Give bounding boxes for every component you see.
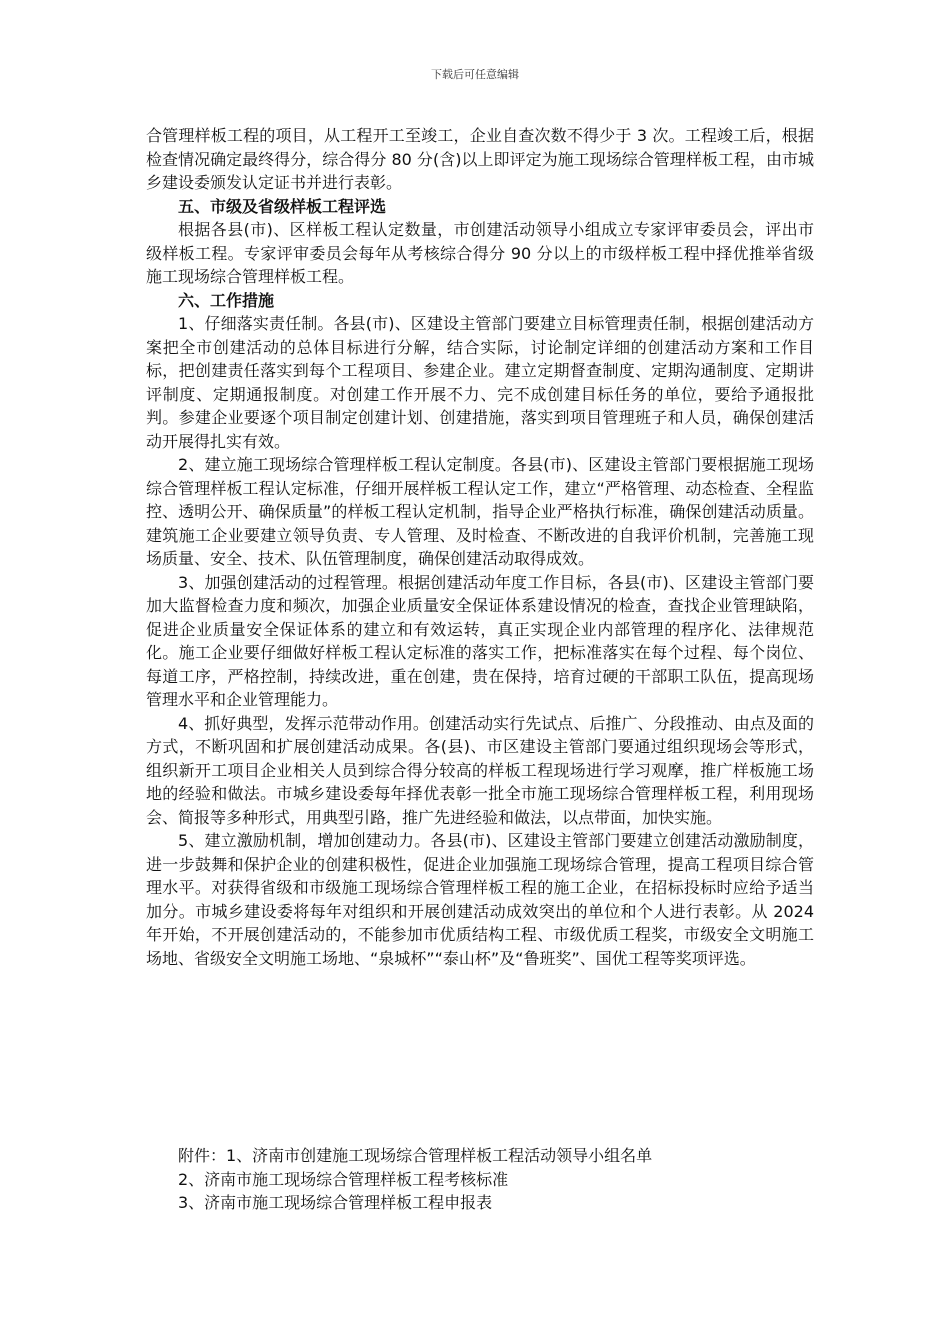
paragraph-measure-2: 2、建立施工现场综合管理样板工程认定制度。各县(市)、区建设主管部门要根据施工现场综合管理样板工程认定标准，仔细开展样板工程认定工作，建立“严格管理、动态检查、全程监控、透明公开、确保质量”的样板工程认定机制，指导企业严格执行标准，确保创建活动质量。建筑施工企业要建立领导负责、专人管理、及时检查、不断改进的自我评价机制，完善施工现场质量、安全、技术、队伍管理制度，确保创建活动取得成效。 [146, 455, 814, 568]
attachments-list [146, 1144, 814, 1215]
document-body [146, 124, 814, 970]
section-heading-6: 六、工作措施 [178, 290, 275, 310]
paragraph-measure-4: 4、抓好典型，发挥示范带动作用。创建活动实行先试点、后推广、分段推动、由点及面的方式，不断巩固和扩展创建活动成果。各(县)、市区建设主管部门要通过组织现场会等形式，组织新开工项目企业相关人员到综合得分较高的样板工程现场进行学习观摩，推广样板施工场地的经验和做法。市城乡建设委每年择优表彰一批全市施工现场综合管理样板工程，利用现场会、简报等多种形式，用典型引路，推广先进经验和做法，以点带面，加快实施。 [146, 713, 814, 827]
attachment-item-1: 附件：1、济南市创建施工现场综合管理样板工程活动领导小组名单 [178, 1146, 653, 1165]
attachment-item-3: 3、济南市施工现场综合管理样板工程申报表 [178, 1193, 493, 1212]
paragraph-measure-5: 5、建立激励机制，增加创建动力。各县(市)、区建设主管部门要建立创建活动激励制度，进一步鼓舞和保护企业的创建积极性，促进企业加强施工现场综合管理，提高工程项目综合管理水平。对获得省级和市级施工现场综合管理样板工程的施工企业，在招标投标时应给予适当加分。市城乡建设委将每年对组织和开展创建活动成效突出的单位和个人进行表彰。从 2024 年开始，不开展创建活动的，不能参加市优质结构工程、市级优质工程奖，市级安全文明施工场地、省级安全文明施工场地、“泉城杯”“泰山杯”及“鲁班奖”、国优工程等奖项评选。 [146, 831, 814, 968]
paragraph-continued: 合管理样板工程的项目，从工程开工至竣工，企业自查次数不得少于 3 次。工程竣工后，根据检查情况确定最终得分，综合得分 80 分(含)以上即评定为施工现场综合管理样板工程，由市城乡建设委颁发认定证书并进行表彰。 [146, 126, 814, 192]
paragraph-measure-3: 3、加强创建活动的过程管理。根据创建活动年度工作目标，各县(市)、区建设主管部门要加大监督检查力度和频次，加强企业质量安全保证体系建设情况的检查，查找企业管理缺陷，促进企业质量安全保证体系的建立和有效运转，真正实现企业内部管理的程序化、法律规范化。施工企业要仔细做好样板工程认定标准的落实工作，把标准落实在每个过程、每个岗位、每道工序，严格控制，持续改进，重在创建，贵在保持，培育过硬的干部职工队伍，提高现场管理水平和企业管理能力。 [146, 572, 814, 709]
page-header: 下载后可任意编辑 [431, 68, 519, 81]
attachment-item-2: 2、济南市施工现场综合管理样板工程考核标准 [178, 1169, 509, 1189]
paragraph-measure-1: 1、仔细落实责任制。各县(市)、区建设主管部门要建立目标管理责任制，根据创建活动方案把全市创建活动的总体目标进行分解，结合实际，讨论制定详细的创建活动方案和工作目标，把创建责任落实到每个工程项目、参建企业。建立定期督查制度、定期沟通制度、定期讲评制度、定期通报制度。对创建工作开展不力、完不成创建目标任务的单位，要给予通报批判。参建企业要逐个项目制定创建计划、创建措施，落实到项目管理班子和人员，确保创建活动开展得扎实有效。 [146, 314, 814, 451]
section-heading-5: 五、市级及省级样板工程评选 [178, 196, 387, 216]
paragraph: 根据各县(市)、区样板工程认定数量，市创建活动领导小组成立专家评审委员会，评出市级样板工程。专家评审委员会每年从考核综合得分 90 分以上的市级样板工程中择优推举省级施工现场综合管理样板工程。 [146, 220, 814, 286]
